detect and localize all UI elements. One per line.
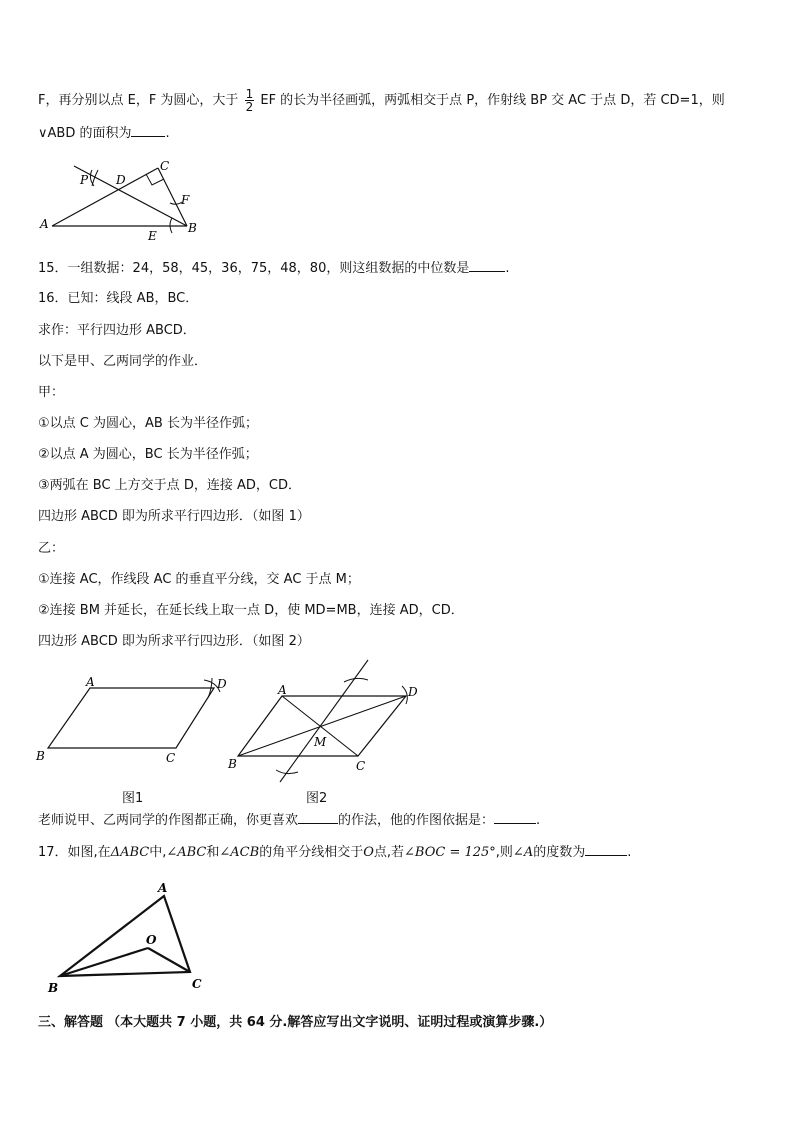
section3-desc: （本大题共 7 小题，共 64 分.解答应写出文字说明、证明过程或演算步骤.） [107, 1015, 553, 1030]
fraction-denominator: 2 [245, 100, 254, 114]
answer-blank[interactable] [131, 124, 165, 137]
fraction-numerator: 1 [245, 87, 254, 101]
q17-mid5: 的度数为 [533, 845, 586, 860]
q16-line13-b: 的作法，他的作图依据是： [338, 813, 495, 828]
fig1-label-C: C [166, 751, 176, 765]
fig2-label-D: D [408, 685, 418, 699]
q16-line8: 四边形 ABCD 即为所求平行四边形．（如图 1） [38, 509, 310, 524]
q17-angle2: ∠ACB [219, 845, 260, 860]
q16-line6: ②以点 A 为圆心，BC 长为半径作弧； [38, 447, 258, 462]
q14-line1-b: EF 的长为半径画弧，两弧相交于点 P，作射线 BP 交 AC 于点 D，若 CD=1，则 [260, 93, 725, 108]
label-D: D [116, 173, 126, 187]
q16-line12: 四边形 ABCD 即为所求平行四边形．（如图 2） [38, 634, 310, 649]
q15-end: . [505, 261, 510, 276]
q16-line2: 求作：平行四边形 ABCD． [38, 323, 196, 338]
label-F: F [181, 193, 190, 207]
fig1-label-B: B [36, 749, 45, 763]
q17-point: O [363, 845, 374, 860]
fig17-label-C: C [192, 977, 202, 991]
fig17-label-A: A [158, 881, 168, 895]
q16-line13-end: . [536, 813, 541, 828]
answer-blank[interactable] [494, 811, 536, 824]
figure1-caption: 图1 [122, 791, 144, 806]
q14-line2-end: . [165, 126, 170, 141]
q17-end: . [627, 845, 632, 860]
q17-mid4: ,则 [495, 845, 513, 860]
q17-mid1: 中, [149, 845, 167, 860]
q16-line4: 甲： [38, 385, 65, 400]
q17-ask: ∠A [512, 845, 534, 860]
label-E: E [148, 229, 157, 243]
label-A: A [40, 217, 49, 231]
q16-line13-a: 老师说甲、乙两同学的作图都正确，你更喜欢 [38, 813, 299, 828]
q17-and: 和 [206, 845, 220, 860]
label-P: P [80, 173, 89, 187]
q14-line2 [38, 124, 170, 143]
q17-pre: 17．如图,在 [38, 845, 111, 860]
figure2-caption: 图2 [306, 791, 328, 806]
q17-mid3: 点,若 [373, 845, 405, 860]
fig2-label-B: B [228, 757, 237, 771]
q17-figure [44, 878, 224, 998]
q17-angle1: ∠ABC [166, 845, 207, 860]
q16-line1: 16．已知：线段 AB，BC． [38, 291, 199, 306]
fig17-label-O: O [146, 933, 157, 947]
q15-text: 15．一组数据：24，58，45，36，75，48，80，则这组数据的中位数是 [38, 261, 470, 276]
q16-line5: ①以点 C 为圆心，AB 长为半径作弧； [38, 416, 258, 431]
answer-blank[interactable] [469, 259, 505, 272]
q16-line10: ①连接 AC，作线段 AC 的垂直平分线，交 AC 于点 M； [38, 572, 360, 587]
q16-line13 [38, 811, 540, 830]
fig2-label-C: C [356, 759, 366, 773]
q16-line7: ③两弧在 BC 上方交于点 D，连接 AD，CD． [38, 478, 301, 493]
q17-triangle: ΔABC [110, 845, 150, 860]
q16-figure2 [226, 656, 426, 786]
fig1-label-A: A [86, 675, 95, 689]
fig17-label-B: B [48, 981, 59, 995]
q14-figure [38, 158, 208, 248]
q16-figure1 [34, 672, 234, 772]
label-B: B [188, 221, 197, 235]
fig2-label-A: A [278, 683, 287, 697]
q16-line3: 以下是甲、乙两同学的作业． [38, 354, 208, 369]
q14-line1 [38, 88, 725, 113]
q16-line9: 乙： [38, 541, 65, 556]
q15-line [38, 259, 509, 278]
q17-condition: ∠BOC = 125° [404, 845, 496, 860]
section3-heading [38, 1014, 552, 1032]
answer-blank[interactable] [298, 811, 338, 824]
fig2-label-M: M [314, 735, 327, 749]
section3-title: 三、解答题 [38, 1015, 104, 1030]
answer-blank[interactable] [585, 843, 627, 856]
q17-mid2: 的角平分线相交于 [259, 845, 364, 860]
half-fraction [245, 88, 255, 113]
fig1-label-D: D [217, 677, 227, 691]
q14-line1-a: F，再分别以点 E，F 为圆心，大于 [38, 93, 239, 108]
q14-line2-text: ∨ABD 的面积为 [38, 126, 132, 141]
q17-line [38, 843, 631, 862]
label-C: C [160, 159, 170, 173]
q16-line11: ②连接 BM 并延长，在延长线上取一点 D，使 MD=MB，连接 AD，CD． [38, 603, 464, 618]
